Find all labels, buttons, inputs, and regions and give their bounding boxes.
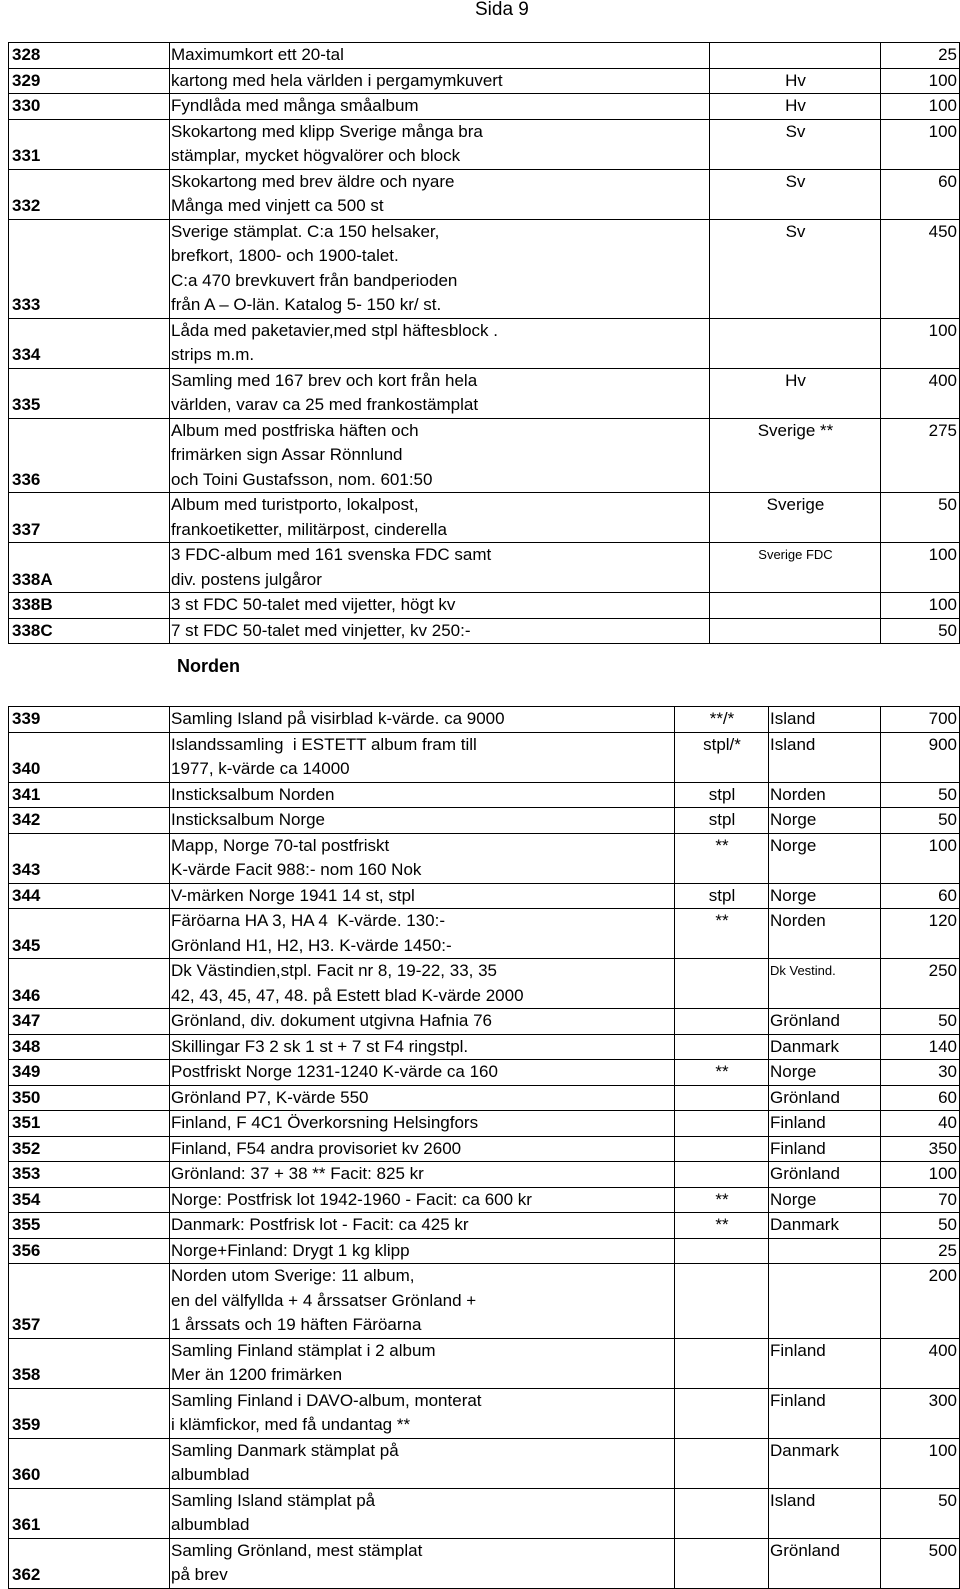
lot-price: 30 <box>881 1060 960 1086</box>
lot-country: Sv <box>710 119 881 169</box>
lot-number: 350 <box>9 1085 170 1111</box>
lot-row <box>9 1538 960 1588</box>
description-line: V-märken Norge 1941 14 st, stpl <box>171 885 415 905</box>
lot-price: 400 <box>881 368 960 418</box>
lot-number: 358 <box>9 1338 170 1388</box>
lot-country: Sverige FDC <box>710 543 881 593</box>
lot-row <box>9 1388 960 1438</box>
lot-price: 100 <box>881 68 960 94</box>
lot-condition <box>675 1488 769 1538</box>
lot-country <box>710 318 881 368</box>
description-line: Norden utom Sverige: 11 album, <box>171 1266 415 1285</box>
lot-country <box>710 593 881 619</box>
lot-number: 356 <box>9 1238 170 1264</box>
lot-number: 333 <box>9 219 170 318</box>
lot-row <box>9 318 960 368</box>
lot-row <box>9 169 960 219</box>
lot-description <box>170 1034 675 1060</box>
lot-country: Finland <box>769 1136 881 1162</box>
description-line: 3 st FDC 50-talet med vijetter, högt kv <box>171 595 456 614</box>
description-line: albumblad <box>171 1465 250 1484</box>
lot-row <box>9 368 960 418</box>
description-line: Sverige stämplat. C:a 150 helsaker, <box>171 221 440 241</box>
lot-number: 353 <box>9 1162 170 1188</box>
lot-condition <box>675 1009 769 1035</box>
lot-country <box>710 43 881 69</box>
lot-condition <box>675 1264 769 1339</box>
lot-description <box>170 1009 675 1035</box>
lot-price: 100 <box>881 593 960 619</box>
lot-price: 120 <box>881 909 960 959</box>
lot-country: Finland <box>769 1338 881 1388</box>
description-line: Grönland: 37 + 38 ** Facit: 825 kr <box>171 1164 424 1183</box>
description-line: och Toini Gustafsson, nom. 601:50 <box>171 469 433 489</box>
lot-condition: stpl <box>675 883 769 909</box>
lot-row <box>9 1111 960 1137</box>
lot-number: 338A <box>9 543 170 593</box>
lot-row <box>9 883 960 909</box>
lot-description <box>170 909 675 959</box>
lot-description <box>170 1111 675 1137</box>
lot-description <box>170 1136 675 1162</box>
lot-condition <box>675 1111 769 1137</box>
lot-number: 346 <box>9 959 170 1009</box>
lot-country: Island <box>769 1488 881 1538</box>
lot-price: 275 <box>881 418 960 493</box>
lot-number: 351 <box>9 1111 170 1137</box>
lot-price: 40 <box>881 1111 960 1137</box>
lot-country <box>769 1264 881 1339</box>
lot-country: Dk Vestind. <box>769 959 881 1009</box>
lot-row <box>9 782 960 808</box>
lot-country: Grönland <box>769 1538 881 1588</box>
lot-country: Sverige ** <box>710 418 881 493</box>
description-line: kartong med hela världen i pergamymkuvert <box>171 70 503 90</box>
lot-country: Island <box>769 732 881 782</box>
lot-condition <box>675 1136 769 1162</box>
lot-number: 354 <box>9 1187 170 1213</box>
lot-description <box>170 1238 675 1264</box>
lot-row <box>9 418 960 493</box>
lot-description <box>170 1264 675 1339</box>
lot-number: 359 <box>9 1388 170 1438</box>
description-line: Samling Island stämplat på <box>171 1490 376 1510</box>
description-line: Grönland P7, K-värde 550 <box>171 1087 369 1107</box>
description-line: frankoetiketter, militärpost, cinderella <box>171 519 447 539</box>
lot-country: Norge <box>769 1187 881 1213</box>
lot-condition <box>675 1438 769 1488</box>
lot-country <box>769 1238 881 1264</box>
lot-country: Sv <box>710 169 881 219</box>
lot-number: 342 <box>9 808 170 834</box>
description-line: 1977, k-värde ca 14000 <box>171 759 350 778</box>
lot-country: Sv <box>710 219 881 318</box>
lot-country: Hv <box>710 68 881 94</box>
description-line: Samling Island på visirblad k-värde. ca 9000 <box>171 709 505 728</box>
lot-description <box>170 94 710 120</box>
lot-country: Sverige <box>710 493 881 543</box>
lot-number: 349 <box>9 1060 170 1086</box>
description-line: en del välfyllda + 4 årssatser Grönland + <box>171 1290 477 1310</box>
lot-price: 100 <box>881 119 960 169</box>
lot-condition: stpl/* <box>675 732 769 782</box>
description-line: Insticksalbum Norge <box>171 810 326 829</box>
lot-number: 339 <box>9 707 170 733</box>
lot-row <box>9 1338 960 1388</box>
lot-row <box>9 1213 960 1239</box>
description-line: Insticksalbum Norden <box>171 784 335 804</box>
lot-row <box>9 119 960 169</box>
lot-country: Danmark <box>769 1213 881 1239</box>
lot-number: 352 <box>9 1136 170 1162</box>
lot-price: 25 <box>881 43 960 69</box>
lot-country: Norge <box>769 808 881 834</box>
lot-row <box>9 1488 960 1538</box>
lot-condition: ** <box>675 909 769 959</box>
description-line: 1 årssats och 19 häften Färöarna <box>171 1315 422 1334</box>
lot-description <box>170 707 675 733</box>
lot-row <box>9 1238 960 1264</box>
lot-condition: stpl <box>675 782 769 808</box>
description-line: K-värde Facit 988:- nom 160 Nok <box>171 860 422 879</box>
description-line: Skokartong med brev äldre och nyare <box>171 171 455 191</box>
lot-row <box>9 1264 960 1339</box>
lot-price: 60 <box>881 883 960 909</box>
lot-number: 329 <box>9 68 170 94</box>
lot-row <box>9 833 960 883</box>
description-line: frimärken sign Assar Rönnlund <box>171 445 403 464</box>
lot-row <box>9 543 960 593</box>
lot-condition: ** <box>675 833 769 883</box>
lot-number: 330 <box>9 94 170 120</box>
lot-country: Norden <box>769 782 881 808</box>
lot-description <box>170 1060 675 1086</box>
lot-price: 400 <box>881 1338 960 1388</box>
lot-row <box>9 1085 960 1111</box>
lot-country: Grönland <box>769 1085 881 1111</box>
lot-country: Norge <box>769 883 881 909</box>
description-line: Dk Västindien,stpl. Facit nr 8, 19-22, 33, 35 <box>171 961 498 980</box>
lot-country: Hv <box>710 94 881 120</box>
description-line: strips m.m. <box>171 345 255 364</box>
lot-number: 362 <box>9 1538 170 1588</box>
description-line: Finland, F54 andra provisoriet kv 2600 <box>171 1138 462 1158</box>
lot-row <box>9 1009 960 1035</box>
lot-row <box>9 1034 960 1060</box>
description-line: Samling Danmark stämplat på <box>171 1440 399 1460</box>
lot-price: 350 <box>881 1136 960 1162</box>
lot-row <box>9 593 960 619</box>
lot-country: Norge <box>769 833 881 883</box>
lot-number: 348 <box>9 1034 170 1060</box>
lot-number: 328 <box>9 43 170 69</box>
lot-country: Danmark <box>769 1034 881 1060</box>
lot-description <box>170 618 710 644</box>
lot-number: 334 <box>9 318 170 368</box>
lot-description <box>170 782 675 808</box>
description-line: brefkort, 1800- och 1900-talet. <box>171 246 399 265</box>
lot-number: 347 <box>9 1009 170 1035</box>
lot-price: 60 <box>881 169 960 219</box>
description-line: Samling med 167 brev och kort från hela <box>171 370 478 390</box>
lot-condition: ** <box>675 1213 769 1239</box>
description-line: från A – O-län. Katalog 5- 150 kr/ st. <box>171 295 442 314</box>
lot-row <box>9 618 960 644</box>
lot-price: 300 <box>881 1388 960 1438</box>
description-line: Samling Finland stämplat i 2 album <box>171 1340 436 1360</box>
lot-price: 100 <box>881 833 960 883</box>
lot-description <box>170 1438 675 1488</box>
lot-description <box>170 43 710 69</box>
description-line: Många med vinjett ca 500 st <box>171 196 384 215</box>
description-line: Norge: Postfrisk lot 1942-1960 - Facit: ca 600 kr <box>171 1189 532 1209</box>
description-line: Grönland H1, H2, H3. K-värde 1450:- <box>171 935 452 955</box>
lot-description <box>170 418 710 493</box>
description-line: Islandssamling i ESTETT album fram till <box>171 734 477 754</box>
lot-number: 340 <box>9 732 170 782</box>
lot-row <box>9 1136 960 1162</box>
lot-description <box>170 493 710 543</box>
lot-price: 100 <box>881 543 960 593</box>
lot-number: 355 <box>9 1213 170 1239</box>
lot-number: 335 <box>9 368 170 418</box>
lot-price: 900 <box>881 732 960 782</box>
description-line: Album med postfriska häften och <box>171 420 419 440</box>
description-line: albumblad <box>171 1515 250 1534</box>
lot-condition <box>675 1538 769 1588</box>
lot-table-sverige <box>8 42 960 644</box>
lot-price: 700 <box>881 707 960 733</box>
lot-country <box>710 618 881 644</box>
lot-number: 337 <box>9 493 170 543</box>
description-line: div. postens julgåror <box>171 569 322 589</box>
lot-row <box>9 732 960 782</box>
lot-condition <box>675 959 769 1009</box>
lot-price: 50 <box>881 618 960 644</box>
lot-price: 25 <box>881 1238 960 1264</box>
lot-price: 100 <box>881 1162 960 1188</box>
lot-condition: stpl <box>675 808 769 834</box>
lot-number: 331 <box>9 119 170 169</box>
description-line: Mapp, Norge 70-tal postfriskt <box>171 835 390 855</box>
lot-country: Norge <box>769 1060 881 1086</box>
lot-description <box>170 219 710 318</box>
lot-row <box>9 1060 960 1086</box>
lot-description <box>170 1085 675 1111</box>
description-line: 3 FDC-album med 161 svenska FDC samt <box>171 545 492 564</box>
lot-description <box>170 1388 675 1438</box>
lot-number: 361 <box>9 1488 170 1538</box>
description-line: Låda med paketavier,med stpl häftesblock . <box>171 320 498 340</box>
lot-row <box>9 1187 960 1213</box>
lot-country: Hv <box>710 368 881 418</box>
lot-price: 250 <box>881 959 960 1009</box>
lot-price: 100 <box>881 94 960 120</box>
lot-description <box>170 1162 675 1188</box>
lot-description <box>170 1213 675 1239</box>
lot-number: 344 <box>9 883 170 909</box>
description-line: Finland, F 4C1 Överkorsning Helsingfors <box>171 1113 479 1132</box>
description-line: Grönland, div. dokument utgivna Hafnia 76 <box>171 1011 492 1030</box>
lot-row <box>9 68 960 94</box>
description-line: 42, 43, 45, 47, 48. på Estett blad K-värde 2000 <box>171 985 524 1005</box>
lot-country: Norden <box>769 909 881 959</box>
description-line: Album med turistporto, lokalpost, <box>171 495 419 514</box>
description-line: Postfriskt Norge 1231-1240 K-värde ca 160 <box>171 1062 498 1081</box>
lot-price: 450 <box>881 219 960 318</box>
lot-condition <box>675 1238 769 1264</box>
lot-country: Grönland <box>769 1162 881 1188</box>
lot-country: Grönland <box>769 1009 881 1035</box>
lot-condition <box>675 1034 769 1060</box>
lot-row <box>9 493 960 543</box>
lot-condition: ** <box>675 1187 769 1213</box>
description-line: Mer än 1200 frimärken <box>171 1365 343 1384</box>
lot-description <box>170 68 710 94</box>
lot-description <box>170 808 675 834</box>
lot-country: Finland <box>769 1111 881 1137</box>
lot-price: 200 <box>881 1264 960 1339</box>
section-heading-norden: Norden <box>177 656 240 676</box>
description-line: Samling Grönland, mest stämplat <box>171 1540 423 1560</box>
lot-number: 345 <box>9 909 170 959</box>
lot-description <box>170 1187 675 1213</box>
lot-description <box>170 883 675 909</box>
lot-condition <box>675 1338 769 1388</box>
lot-condition <box>675 1162 769 1188</box>
lot-number: 338C <box>9 618 170 644</box>
lot-number: 357 <box>9 1264 170 1339</box>
lot-description <box>170 368 710 418</box>
lot-row <box>9 94 960 120</box>
lot-price: 50 <box>881 1488 960 1538</box>
description-line: stämplar, mycket högvalörer och block <box>171 146 461 165</box>
lot-condition: **/* <box>675 707 769 733</box>
lot-description <box>170 1538 675 1588</box>
description-line: Samling Finland i DAVO-album, monterat <box>171 1390 482 1410</box>
lot-row <box>9 808 960 834</box>
description-line: C:a 470 brevkuvert från bandperioden <box>171 270 458 290</box>
lot-country: Finland <box>769 1388 881 1438</box>
lot-number: 336 <box>9 418 170 493</box>
lot-number: 360 <box>9 1438 170 1488</box>
lot-price: 50 <box>881 493 960 543</box>
lot-price: 60 <box>881 1085 960 1111</box>
lot-row <box>9 909 960 959</box>
lot-row <box>9 959 960 1009</box>
lot-condition: ** <box>675 1060 769 1086</box>
lot-country: Danmark <box>769 1438 881 1488</box>
lot-description <box>170 1338 675 1388</box>
lot-number: 338B <box>9 593 170 619</box>
lot-price: 50 <box>881 1213 960 1239</box>
lot-description <box>170 593 710 619</box>
lot-price: 500 <box>881 1538 960 1588</box>
lot-price: 140 <box>881 1034 960 1060</box>
description-line: Maximumkort ett 20-tal <box>171 45 344 64</box>
lot-row <box>9 43 960 69</box>
lot-condition <box>675 1085 769 1111</box>
description-line: Skokartong med klipp Sverige många bra <box>171 121 483 141</box>
lot-row <box>9 707 960 733</box>
lot-country: Island <box>769 707 881 733</box>
lot-number: 341 <box>9 782 170 808</box>
description-line: Färöarna HA 3, HA 4 K-värde. 130:- <box>171 911 446 930</box>
lot-description <box>170 318 710 368</box>
description-line: Fyndlåda med många småalbum <box>171 96 419 115</box>
lot-price: 50 <box>881 1009 960 1035</box>
lot-price: 100 <box>881 318 960 368</box>
description-line: på brev <box>171 1565 228 1584</box>
lot-row <box>9 1162 960 1188</box>
lot-description <box>170 1488 675 1538</box>
description-line: i klämfickor, med få undantag ** <box>171 1415 411 1434</box>
lot-number: 343 <box>9 833 170 883</box>
lot-table-norden <box>8 706 960 1589</box>
lot-description <box>170 543 710 593</box>
lot-row <box>9 219 960 318</box>
description-line: 7 st FDC 50-talet med vinjetter, kv 250:- <box>171 620 471 640</box>
lot-price: 70 <box>881 1187 960 1213</box>
description-line: Danmark: Postfrisk lot - Facit: ca 425 kr <box>171 1215 469 1234</box>
description-line: världen, varav ca 25 med frankostämplat <box>171 395 479 414</box>
lot-price: 100 <box>881 1438 960 1488</box>
lot-description <box>170 732 675 782</box>
description-line: Norge+Finland: Drygt 1 kg klipp <box>171 1240 410 1260</box>
description-line: Skillingar F3 2 sk 1 st + 7 st F4 ringstpl. <box>171 1036 469 1056</box>
lot-description <box>170 833 675 883</box>
lot-description <box>170 169 710 219</box>
lot-number: 332 <box>9 169 170 219</box>
lot-price: 50 <box>881 782 960 808</box>
page-number: Sida 9 <box>475 0 529 20</box>
lot-description <box>170 959 675 1009</box>
lot-price: 50 <box>881 808 960 834</box>
lot-condition <box>675 1388 769 1438</box>
lot-row <box>9 1438 960 1488</box>
lot-description <box>170 119 710 169</box>
